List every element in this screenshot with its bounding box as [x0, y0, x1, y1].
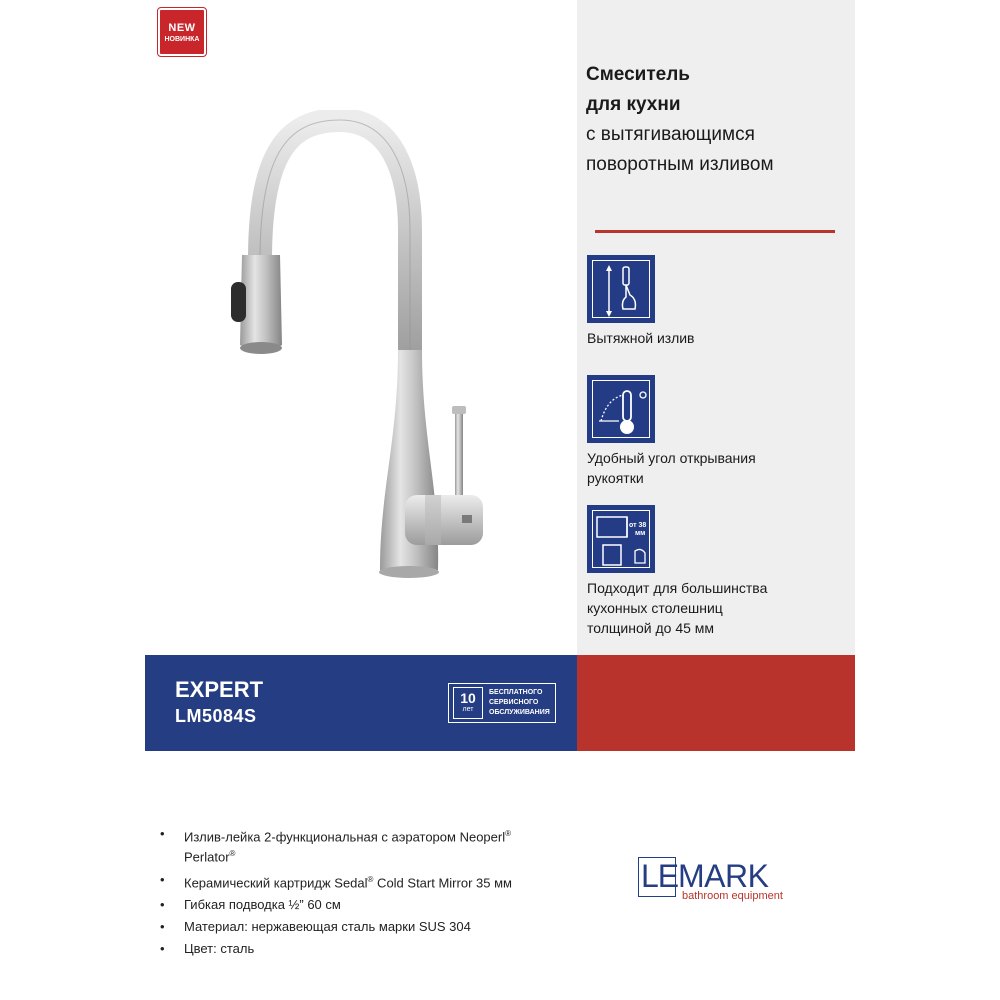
spec-item: [160, 918, 580, 935]
feature-handle-angle-label: [587, 448, 847, 488]
spec-item: [160, 896, 580, 913]
service-years-box: [453, 687, 483, 719]
new-badge: [158, 8, 206, 56]
handle-angle-icon: [587, 375, 655, 443]
new-badge-sublabel: НОВИНКА: [164, 36, 200, 43]
spec-text: Цвет: сталь: [184, 940, 255, 956]
spec-list: [160, 825, 580, 962]
service-badge: [448, 683, 556, 723]
title-line-4: поворотным изливом: [586, 154, 774, 175]
spec-sup-2: ®: [229, 849, 236, 859]
logo-mark: MARK: [678, 858, 769, 894]
spec-sup: ®: [505, 829, 512, 838]
spec-text-2: Perlator: [184, 849, 230, 865]
service-years: 10: [460, 690, 476, 706]
icon-thickness-unit: мм: [635, 530, 646, 537]
product-model: LM5084S: [175, 706, 257, 726]
spec-sup: ®: [367, 874, 374, 884]
feature-handle-angle-line-1: Удобный угол открывания: [587, 450, 756, 466]
service-text: [489, 688, 555, 718]
title-line-3: с вытягивающимся: [586, 124, 755, 145]
pull-out-spout-icon: [587, 255, 655, 323]
service-text-line-2: СЕРВИСНОГО: [489, 699, 539, 706]
spec-text: Материал: нержавеющая сталь марки SUS 304: [184, 918, 471, 934]
feature-countertop-line-1: Подходит для большинства: [587, 580, 768, 596]
service-text-line-3: ОБСЛУЖИВАНИЯ: [489, 709, 550, 716]
logo-tagline: bathroom equipment: [682, 890, 783, 902]
product-series: EXPERT: [175, 677, 264, 702]
icon-thickness-value: от 38: [629, 522, 647, 529]
new-badge-label: NEW: [168, 22, 196, 34]
feature-pull-out-label: Вытяжной излив: [587, 330, 695, 346]
faucet-image: [200, 110, 500, 590]
product-title: [586, 60, 846, 180]
accent-band: [577, 655, 855, 751]
title-line-1: Смеситель: [586, 64, 690, 85]
title-line-2: для кухни: [586, 94, 681, 115]
spec-item: [160, 825, 580, 866]
spec-item: [160, 871, 580, 891]
service-text-line-1: БЕСПЛАТНОГО: [489, 689, 543, 696]
service-years-unit: лет: [462, 706, 474, 713]
title-divider: [595, 230, 835, 233]
feature-handle-angle-line-2: рукоятки: [587, 470, 644, 486]
feature-countertop-line-2: кухонных столешниц: [587, 600, 723, 616]
countertop-thickness-icon: [587, 505, 655, 573]
spec-text-2: Cold Start Mirror 35 мм: [373, 874, 512, 890]
logo-le: LE: [641, 858, 679, 894]
spec-text: Излив-лейка 2-функциональная с аэратором Neoperl: [184, 829, 506, 845]
spec-item: [160, 940, 580, 957]
spec-text: Гибкая подводка ½” 60 см: [184, 896, 341, 912]
spec-text: Керамический картридж Sedal: [184, 874, 368, 890]
feature-countertop-label: [587, 578, 847, 638]
lemark-logo: [638, 857, 798, 905]
feature-countertop-line-3: толщиной до 45 мм: [587, 620, 715, 636]
